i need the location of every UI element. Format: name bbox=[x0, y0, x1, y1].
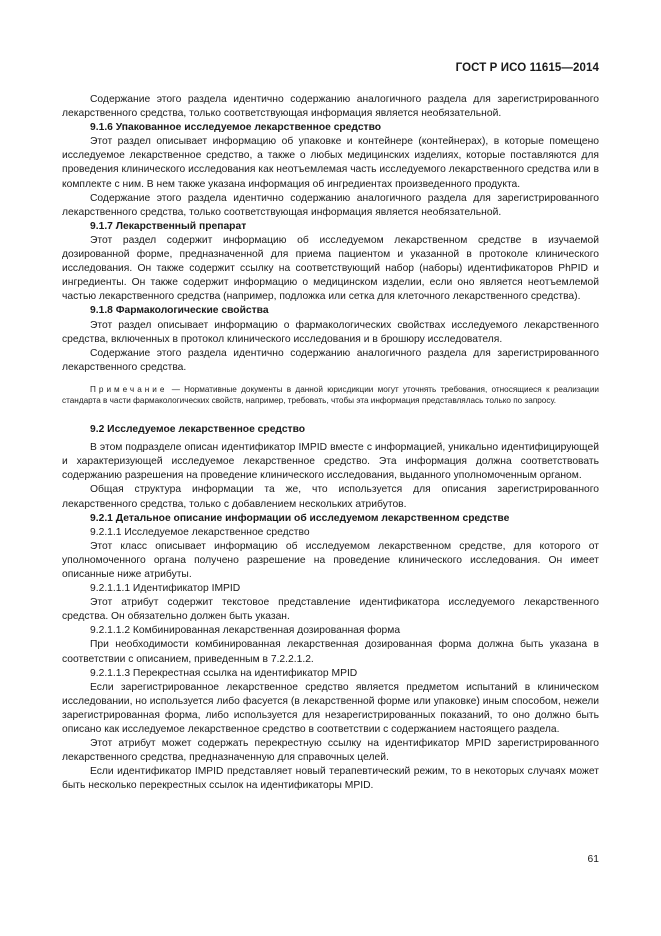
paragraph: Этот раздел описывает информацию об упаковке и контейнере (контейнерах), в которые помещено исследуемое лекарственное средство, а также о любых медицинских изделиях, которые поставляются для проведения клинического исследования как неотъемлемая часть исследуемого лекарственного средства или в комплекте с ним. В нем также указана информация об ингредиентах произведенного продукта. bbox=[62, 136, 599, 190]
clause-heading-9-2-1-1-1: 9.2.1.1.1 Идентификатор IMPID bbox=[90, 583, 241, 595]
paragraph: При необходимости комбинированная лекарственная дозированная форма должна быть указана в соответствии с описанием, приведенным в 7.2.2.1.2. bbox=[62, 639, 599, 665]
note-label: Примечание bbox=[90, 384, 168, 394]
paragraph: Содержание этого раздела идентично содержанию аналогичного раздела для зарегистрированного лекарственного средства, только соответствующая информация является необязательной. bbox=[62, 192, 599, 218]
paragraph: Содержание этого раздела идентично содержанию аналогичного раздела для зарегистрированного лекарственного средства. bbox=[62, 347, 599, 373]
paragraph: Этот атрибут может содержать перекрестную ссылку на идентификатор MPID зарегистрированного лекарственного средства, предназначенную для справочных целей. bbox=[62, 738, 599, 764]
paragraph: Если зарегистрированное лекарственное средство является предметом испытаний в клиническом исследовании, но используется либо фасуется (в лекарственной форме или упаковке) иным способом, нежели зарегистрированная форма, либо используется для незарегистрированных показаний, то оно должно быть описано как исследуемое лекарственное средство в соответствии с содержанием настоящего раздела. bbox=[62, 681, 599, 736]
section-heading-9-2: 9.2 Исследуемое лекарственное средство bbox=[90, 424, 306, 436]
subsection-heading-9-2-1: 9.2.1 Детальное описание информации об исследуемом лекарственном средстве bbox=[90, 512, 510, 524]
standard-header: ГОСТ Р ИСО 11615—2014 bbox=[455, 62, 599, 74]
paragraph: В этом подразделе описан идентификатор IMPID вместе с информацией, уникально идентифицирующей и характеризующей исследуемое лекарственное средство. Эта информация должна соответствовать содержанию разрешения на проведение клинического исследования, выданного уполномоченным органом. bbox=[62, 442, 599, 482]
clause-heading-9-2-1-1-2: 9.2.1.1.2 Комбинированная лекарственная дозированная форма bbox=[90, 625, 401, 637]
clause-heading-9-2-1-1: 9.2.1.1 Исследуемое лекарственное средство bbox=[90, 526, 310, 538]
subsection-heading-9-1-7: 9.1.7 Лекарственный препарат bbox=[90, 220, 247, 232]
subsection-heading-9-1-8: 9.1.8 Фармакологические свойства bbox=[90, 305, 269, 317]
subsection-heading-9-1-6: 9.1.6 Упакованное исследуемое лекарственное средство bbox=[90, 122, 382, 134]
note-paragraph bbox=[62, 384, 599, 407]
paragraph: Этот раздел описывает информацию о фармакологических свойствах исследуемого лекарственного средства, включенных в протокол клинического исследования и в брошюру исследователя. bbox=[62, 319, 599, 345]
page-number: 61 bbox=[587, 854, 599, 865]
paragraph: Этот раздел содержит информацию об исследуемом лекарственном средстве в изучаемой дозированной форме, предназначенной для приема пациентом и указанной в протоколе клинического исследования. Он также содержит ссылку на соответствующий набор (наборы) идентификаторов PhPID и ингредиенты. Он также содержит информацию о медицинском изделии, если оно является неотъемлемой частью лекарственного средства (например, подложка или сетка для клеточного лекарственного средства). bbox=[62, 234, 599, 303]
paragraph: Этот класс описывает информацию об исследуемом лекарственном средстве, для которого от уполномоченного органа получено разрешение на проведение клинического исследования. Он имеет описанные ниже атрибуты. bbox=[62, 540, 599, 580]
paragraph: Общая структура информации та же, что используется для описания зарегистрированного лекарственного средства, только с добавлением нескольких атрибутов. bbox=[62, 484, 599, 510]
page-content bbox=[62, 93, 599, 794]
paragraph: Этот атрибут содержит текстовое представление идентификатора исследуемого лекарственного средства. Он обязательно должен быть указан. bbox=[62, 597, 599, 623]
note-text: — Нормативные документы в данной юрисдикции могут уточнять требования, относящиеся к реализации стандарта в части фармакологических свойств, например, требовать, чтобы эта информация представлялась только по запросу. bbox=[62, 384, 599, 406]
paragraph: Содержание этого раздела идентично содержанию аналогичного раздела для зарегистрированного лекарственного средства, только соответствующая информация является необязательной. bbox=[62, 94, 599, 120]
clause-heading-9-2-1-1-3: 9.2.1.1.3 Перекрестная ссылка на идентификатор MPID bbox=[90, 667, 358, 679]
paragraph: Если идентификатор IMPID представляет новый терапевтический режим, то в некоторых случаях может быть несколько перекрестных ссылок на идентификаторы MPID. bbox=[62, 766, 599, 792]
